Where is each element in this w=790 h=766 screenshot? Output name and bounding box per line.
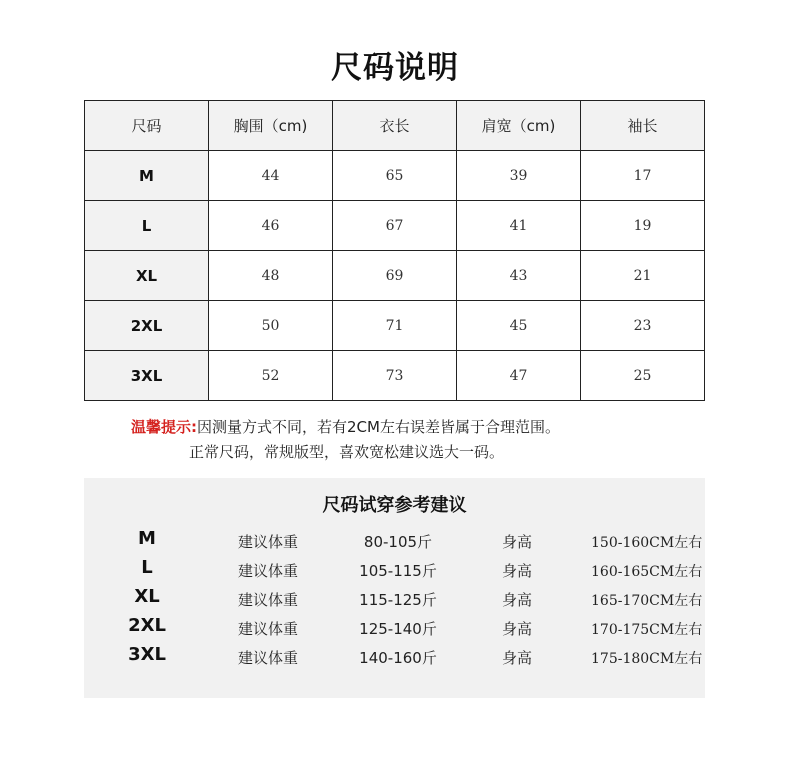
length-cell: 73 — [333, 351, 457, 401]
ref-height: 170-175CM左右 — [591, 622, 703, 638]
length-cell: 67 — [333, 201, 457, 251]
ref-size: XL — [134, 586, 160, 607]
shoulder-cell: 39 — [457, 151, 581, 201]
fit-reference-panel — [84, 478, 705, 698]
ref-height: 175-180CM左右 — [591, 651, 703, 667]
length-cell: 65 — [333, 151, 457, 201]
table-row — [85, 201, 705, 251]
table-row — [85, 301, 705, 351]
ref-height: 165-170CM左右 — [591, 593, 703, 609]
tip-line-2: 正常尺码，常规版型，喜欢宽松建议选大一码。 — [189, 443, 505, 461]
ref-height-label: 身高 — [502, 649, 533, 667]
shoulder-cell: 41 — [457, 201, 581, 251]
ref-height-label: 身高 — [502, 620, 533, 638]
ref-height-label: 身高 — [502, 591, 533, 609]
shoulder-cell: 45 — [457, 301, 581, 351]
header-chest: 胸围（cm) — [209, 101, 333, 151]
size-cell: XL — [85, 251, 209, 301]
table-row — [85, 351, 705, 401]
size-cell: L — [85, 201, 209, 251]
page-title: 尺码说明 — [331, 50, 459, 86]
header-shoulder: 肩宽（cm) — [457, 101, 581, 151]
header-sleeve: 袖长 — [581, 101, 705, 151]
ref-weight: 80-105斤 — [363, 533, 433, 551]
fit-reference-row — [84, 585, 705, 614]
table-row — [85, 251, 705, 301]
sleeve-cell: 23 — [581, 301, 705, 351]
ref-weight-label: 建议体重 — [238, 591, 299, 609]
chest-cell: 50 — [209, 301, 333, 351]
sleeve-cell: 25 — [581, 351, 705, 401]
ref-height-label: 身高 — [502, 562, 533, 580]
sleeve-cell: 17 — [581, 151, 705, 201]
chest-cell: 48 — [209, 251, 333, 301]
ref-height: 150-160CM左右 — [591, 535, 703, 551]
fit-reference-row — [84, 643, 705, 672]
sleeve-cell: 19 — [581, 201, 705, 251]
length-cell: 71 — [333, 301, 457, 351]
ref-size: L — [141, 557, 153, 578]
chest-cell: 44 — [209, 151, 333, 201]
size-cell: M — [85, 151, 209, 201]
fit-reference-title: 尺码试穿参考建议 — [322, 495, 467, 516]
ref-weight-label: 建议体重 — [238, 533, 299, 551]
header-length: 衣长 — [333, 101, 457, 151]
tip-label: 温馨提示: — [131, 418, 197, 436]
fit-reference-row — [84, 614, 705, 643]
size-table-header-row — [85, 101, 705, 151]
chest-cell: 52 — [209, 351, 333, 401]
ref-size: M — [138, 528, 156, 549]
size-table — [84, 100, 705, 401]
sleeve-cell: 21 — [581, 251, 705, 301]
size-cell: 3XL — [85, 351, 209, 401]
ref-weight-label: 建议体重 — [238, 649, 299, 667]
ref-weight: 115-125斤 — [359, 591, 437, 609]
ref-size: 2XL — [128, 615, 166, 636]
chest-cell: 46 — [209, 201, 333, 251]
tip-line-1 — [131, 416, 560, 437]
header-size: 尺码 — [85, 101, 209, 151]
shoulder-cell: 47 — [457, 351, 581, 401]
ref-size: 3XL — [128, 644, 166, 665]
shoulder-cell: 43 — [457, 251, 581, 301]
ref-weight: 105-115斤 — [359, 562, 437, 580]
fit-reference-row — [84, 527, 705, 556]
ref-height-label: 身高 — [502, 533, 533, 551]
ref-height: 160-165CM左右 — [591, 564, 703, 580]
size-cell: 2XL — [85, 301, 209, 351]
tip-text-1: 因测量方式不同，若有2CM左右误差皆属于合理范围。 — [197, 418, 560, 436]
ref-weight: 125-140斤 — [359, 620, 437, 638]
table-row — [85, 151, 705, 201]
ref-weight-label: 建议体重 — [238, 620, 299, 638]
ref-weight: 140-160斤 — [359, 649, 437, 667]
fit-reference-row — [84, 556, 705, 585]
ref-weight-label: 建议体重 — [238, 562, 299, 580]
length-cell: 69 — [333, 251, 457, 301]
